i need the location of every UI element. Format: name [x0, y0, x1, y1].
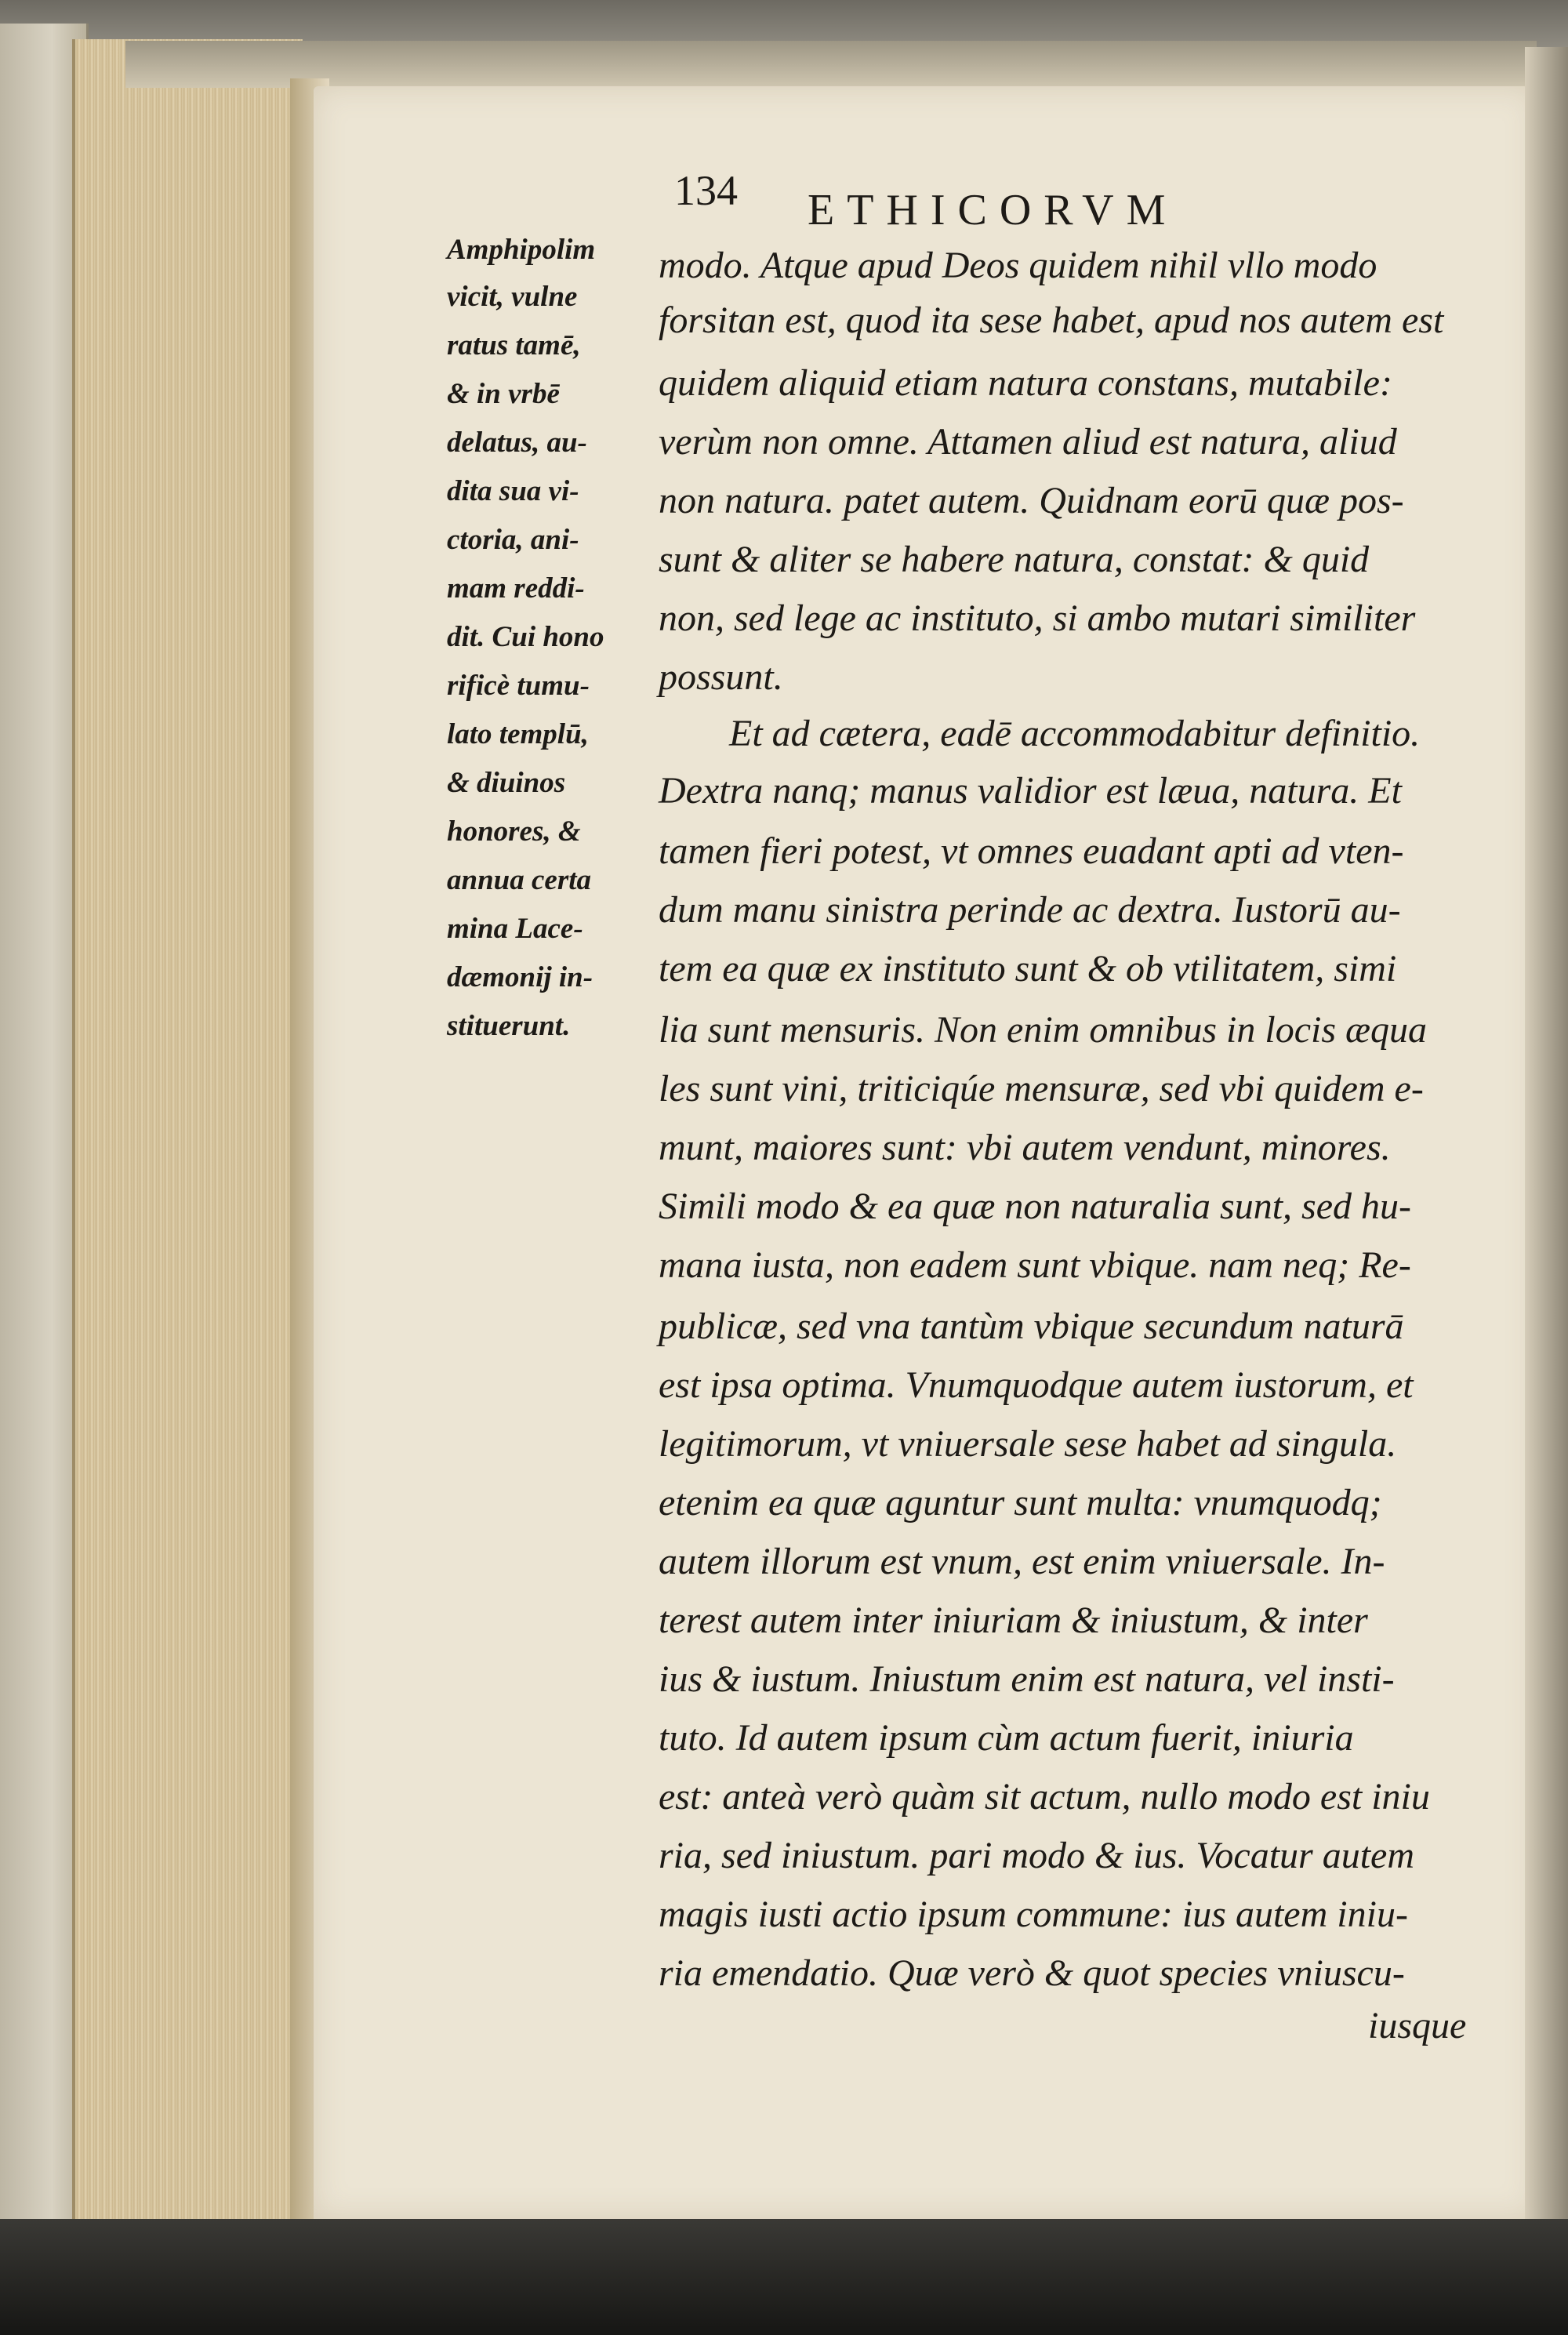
text-line: non, sed lege ac instituto, si ambo mutari similiter — [659, 597, 1416, 639]
marginal-line: mam reddi- — [447, 572, 585, 605]
facing-page-edge — [1525, 47, 1568, 2235]
text-line: mana iusta, non eadem sunt vbique. nam neq; Re- — [659, 1244, 1411, 1286]
marginal-line: honores, & — [447, 815, 581, 848]
marginal-line: lato templū, — [447, 718, 589, 750]
text-line: est ipsa optima. Vnumquodque autem iustorum, et — [659, 1364, 1414, 1406]
text-line: forsitan est, quod ita sese habet, apud nos autem est — [659, 300, 1444, 341]
text-line: sunt & aliter se habere natura, constat: & quid — [659, 539, 1370, 580]
page-top-edge — [125, 41, 1537, 88]
running-title: ETHICORVM — [808, 186, 1178, 234]
text-line: les sunt vini, triticiqúe mensuræ, sed vbi quidem e- — [659, 1068, 1424, 1109]
text-line: terest autem inter iniuriam & iniustum, & inter — [659, 1600, 1368, 1641]
marginal-line: dæmonij in- — [447, 961, 593, 993]
catchword: iusque — [1368, 2005, 1467, 2046]
marginal-line: rificè tumu- — [447, 670, 590, 702]
text-line: magis iusti actio ipsum commune: ius autem iniu- — [659, 1894, 1408, 1935]
background-bottom — [0, 2219, 1568, 2335]
text-line: quidem aliquid etiam natura constans, mutabile: — [659, 362, 1392, 404]
text-line: Simili modo & ea quæ non naturalia sunt, sed hu- — [659, 1186, 1411, 1227]
text-line: est: anteà verò quàm sit actum, nullo modo est iniu — [659, 1776, 1430, 1818]
marginal-line: dit. Cui hono — [447, 621, 604, 653]
text-line: legitimorum, vt vniuersale sese habet ad singula. — [659, 1423, 1397, 1465]
marginal-line: annua certa — [447, 864, 592, 896]
marginal-line: stituerunt. — [447, 1010, 571, 1042]
page-block-edges — [72, 39, 303, 2235]
marginal-note — [447, 235, 651, 1043]
text-line: ria, sed iniustum. pari modo & ius. Vocatur autem — [659, 1835, 1415, 1876]
text-line: tuto. Id autem ipsum cùm actum fuerit, iniuria — [659, 1717, 1354, 1759]
text-line: lia sunt mensuris. Non enim omnibus in locis æqua — [659, 1009, 1428, 1051]
text-line: publicæ, sed vna tantùm vbique secundum naturā — [659, 1305, 1404, 1347]
marginal-line: ratus tamē, — [447, 329, 581, 361]
text-line: tamen fieri potest, vt omnes euadant apti ad vten- — [659, 830, 1404, 872]
marginal-line: Amphipolim — [447, 234, 596, 266]
text-line: autem illorum est vnum, est enim vniuersale. In- — [659, 1541, 1385, 1582]
text-line: Dextra nanq; manus validior est læua, natura. Et — [659, 770, 1402, 812]
text-line: munt, maiores sunt: vbi autem vendunt, minores. — [659, 1127, 1391, 1168]
text-line: possunt. — [659, 656, 783, 698]
text-line: dum manu sinistra perinde ac dextra. Iustorū au- — [659, 889, 1401, 931]
page-number: 134 — [674, 167, 738, 214]
text-line: modo. Atque apud Deos quidem nihil vllo modo — [659, 245, 1377, 286]
text-line: etenim ea quæ aguntur sunt multa: vnumquodq; — [659, 1482, 1382, 1523]
text-line: verùm non omne. Attamen aliud est natura, aliud — [659, 421, 1397, 463]
marginal-line: mina Lace- — [447, 913, 583, 945]
text-line: ria emendatio. Quæ verò & quot species vniuscu- — [659, 1952, 1405, 1994]
marginal-line: ctoria, ani- — [447, 524, 579, 556]
marginal-line: & in vrbē — [447, 378, 560, 410]
marginal-line: delatus, au- — [447, 427, 587, 459]
text-line: non natura. patet autem. Quidnam eorū quæ pos- — [659, 480, 1404, 521]
text-line: Et ad cætera, eadē accommodabitur definitio. — [729, 713, 1421, 754]
text-line: ius & iustum. Iniustum enim est natura, vel insti- — [659, 1658, 1395, 1700]
marginal-line: vicit, vulne — [447, 281, 578, 313]
marginal-line: dita sua vi- — [447, 475, 579, 507]
marginal-line: & diuinos — [447, 767, 566, 799]
text-line: tem ea quæ ex instituto sunt & ob vtilitatem, simi — [659, 948, 1397, 990]
